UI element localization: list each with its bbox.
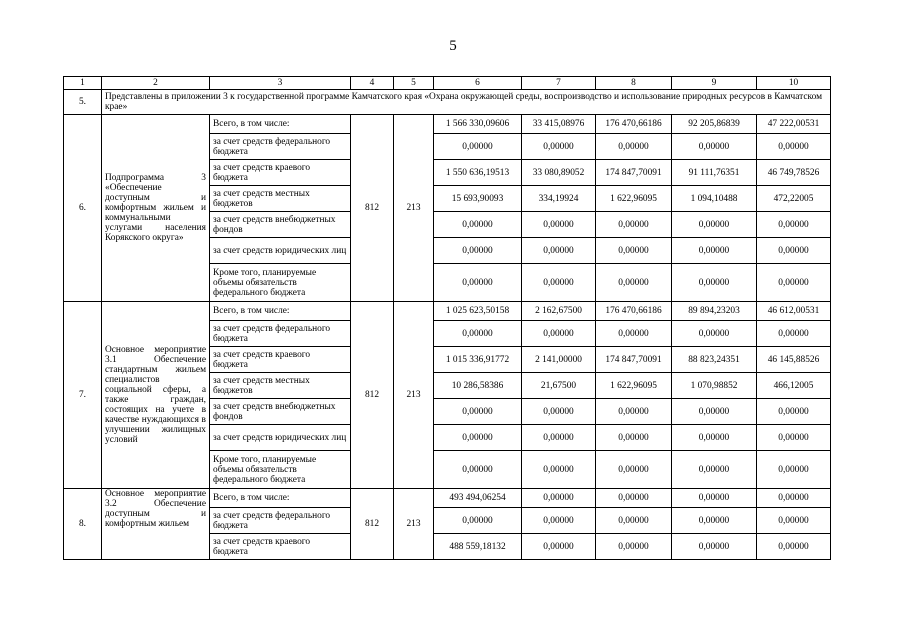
header-cell: 3 — [210, 77, 351, 90]
table-row — [64, 489, 831, 508]
amount-cell: 0,00000 — [596, 451, 672, 489]
amount-cell: 0,00000 — [757, 134, 831, 160]
program-reference-text: Представлены в приложении 3 к государственной программе Камчатского края «Охрана окружающей среды, воспроизводство и использование природных ресурсов в Камчатском крае» — [102, 90, 831, 115]
amount-cell: 0,00000 — [672, 134, 757, 160]
amount-cell: 0,00000 — [522, 399, 596, 425]
header-row — [64, 77, 831, 90]
page-number: 5 — [449, 38, 457, 54]
amount-cell: 0,00000 — [522, 264, 596, 302]
amount-cell: 88 823,24351 — [672, 347, 757, 373]
amount-cell: 0,00000 — [672, 451, 757, 489]
funding-source: Всего, в том числе: — [210, 302, 351, 321]
amount-cell: 0,00000 — [757, 508, 831, 534]
row-number: 8. — [64, 489, 102, 560]
amount-cell: 0,00000 — [522, 425, 596, 451]
amount-cell: 334,19924 — [522, 186, 596, 212]
amount-cell: 174 847,70091 — [596, 160, 672, 186]
amount-cell: 0,00000 — [757, 399, 831, 425]
funding-source: за счет средств краевого бюджета — [210, 347, 351, 373]
amount-cell: 47 222,00531 — [757, 115, 831, 134]
funding-source: за счет средств местных бюджетов — [210, 186, 351, 212]
amount-cell: 0,00000 — [757, 238, 831, 264]
amount-cell: 1 566 330,09606 — [434, 115, 522, 134]
amount-cell: 0,00000 — [596, 238, 672, 264]
amount-cell: 0,00000 — [434, 451, 522, 489]
amount-cell: 0,00000 — [596, 264, 672, 302]
amount-cell: 0,00000 — [672, 264, 757, 302]
funding-source: за счет средств краевого бюджета — [210, 160, 351, 186]
amount-cell: 0,00000 — [522, 451, 596, 489]
amount-cell: 0,00000 — [596, 508, 672, 534]
amount-cell: 0,00000 — [757, 264, 831, 302]
amount-cell: 0,00000 — [522, 321, 596, 347]
code-col5: 213 — [394, 489, 434, 560]
code-col4: 812 — [351, 115, 394, 302]
amount-cell: 176 470,66186 — [596, 115, 672, 134]
amount-cell: 1 550 636,19513 — [434, 160, 522, 186]
amount-cell: 0,00000 — [522, 508, 596, 534]
amount-cell: 15 693,90093 — [434, 186, 522, 212]
amount-cell: 0,00000 — [434, 212, 522, 238]
amount-cell: 33 415,08976 — [522, 115, 596, 134]
funding-source: за счет средств внебюджетных фондов — [210, 399, 351, 425]
amount-cell: 176 470,66186 — [596, 302, 672, 321]
row-number: 5. — [64, 90, 102, 115]
amount-cell: 0,00000 — [434, 134, 522, 160]
amount-cell: 1 025 623,50158 — [434, 302, 522, 321]
amount-cell: 0,00000 — [596, 534, 672, 560]
amount-cell: 21,67500 — [522, 373, 596, 399]
amount-cell: 0,00000 — [522, 212, 596, 238]
amount-cell: 0,00000 — [672, 489, 757, 508]
amount-cell: 0,00000 — [434, 238, 522, 264]
header-cell: 5 — [394, 77, 434, 90]
header-cell: 2 — [102, 77, 210, 90]
amount-cell: 0,00000 — [434, 264, 522, 302]
funding-source: за счет средств федерального бюджета — [210, 134, 351, 160]
amount-cell: 488 559,18132 — [434, 534, 522, 560]
budget-table — [63, 76, 831, 560]
funding-source: за счет средств внебюджетных фондов — [210, 212, 351, 238]
amount-cell: 0,00000 — [596, 489, 672, 508]
amount-cell: 0,00000 — [522, 534, 596, 560]
code-col4: 812 — [351, 302, 394, 489]
amount-cell: 0,00000 — [757, 212, 831, 238]
amount-cell: 0,00000 — [522, 489, 596, 508]
row-number: 6. — [64, 115, 102, 302]
amount-cell: 466,12005 — [757, 373, 831, 399]
amount-cell: 0,00000 — [522, 134, 596, 160]
amount-cell: 2 141,00000 — [522, 347, 596, 373]
item-name: Подпрограмма 3 «Обеспечение доступным и комфортным жильем и коммунальными услугами населения Корякского округа» — [102, 115, 210, 302]
table-row — [64, 90, 831, 115]
funding-source: за счет средств местных бюджетов — [210, 373, 351, 399]
header-cell: 8 — [596, 77, 672, 90]
amount-cell: 493 494,06254 — [434, 489, 522, 508]
amount-cell: 0,00000 — [672, 508, 757, 534]
amount-cell: 0,00000 — [434, 399, 522, 425]
funding-source: за счет средств юридических лиц — [210, 425, 351, 451]
amount-cell: 0,00000 — [672, 321, 757, 347]
amount-cell: 0,00000 — [596, 321, 672, 347]
amount-cell: 33 080,89052 — [522, 160, 596, 186]
amount-cell: 0,00000 — [757, 489, 831, 508]
funding-source: за счет средств юридических лиц — [210, 238, 351, 264]
header-cell: 1 — [64, 77, 102, 90]
amount-cell: 1 622,96095 — [596, 186, 672, 212]
amount-cell: 46 612,00531 — [757, 302, 831, 321]
amount-cell: 10 286,58386 — [434, 373, 522, 399]
amount-cell: 472,22005 — [757, 186, 831, 212]
amount-cell: 91 111,76351 — [672, 160, 757, 186]
amount-cell: 0,00000 — [757, 451, 831, 489]
amount-cell: 0,00000 — [672, 212, 757, 238]
amount-cell: 0,00000 — [434, 321, 522, 347]
funding-source: Всего, в том числе: — [210, 489, 351, 508]
amount-cell: 0,00000 — [672, 534, 757, 560]
amount-cell: 0,00000 — [434, 425, 522, 451]
amount-cell: 1 094,10488 — [672, 186, 757, 212]
table-row — [64, 115, 831, 134]
row-number: 7. — [64, 302, 102, 489]
funding-source: за счет средств краевого бюджета — [210, 534, 351, 560]
amount-cell: 0,00000 — [434, 508, 522, 534]
header-cell: 10 — [757, 77, 831, 90]
amount-cell: 174 847,70091 — [596, 347, 672, 373]
amount-cell: 0,00000 — [672, 399, 757, 425]
amount-cell: 0,00000 — [757, 321, 831, 347]
funding-source: Кроме того, планируемые объемы обязательств федерального бюджета — [210, 264, 351, 302]
amount-cell: 0,00000 — [672, 238, 757, 264]
amount-cell: 46 145,88526 — [757, 347, 831, 373]
header-cell: 4 — [351, 77, 394, 90]
code-col5: 213 — [394, 115, 434, 302]
code-col5: 213 — [394, 302, 434, 489]
amount-cell: 46 749,78526 — [757, 160, 831, 186]
amount-cell: 1 622,96095 — [596, 373, 672, 399]
header-cell: 7 — [522, 77, 596, 90]
funding-source: за счет средств федерального бюджета — [210, 321, 351, 347]
header-cell: 9 — [672, 77, 757, 90]
amount-cell: 0,00000 — [596, 425, 672, 451]
item-name: Основное мероприятие 3.2 Обеспечение доступным и комфортным жильем — [102, 489, 210, 560]
amount-cell: 2 162,67500 — [522, 302, 596, 321]
amount-cell: 89 894,23203 — [672, 302, 757, 321]
amount-cell: 0,00000 — [757, 425, 831, 451]
amount-cell: 92 205,86839 — [672, 115, 757, 134]
funding-source: за счет средств федерального бюджета — [210, 508, 351, 534]
amount-cell: 0,00000 — [596, 134, 672, 160]
amount-cell: 1 015 336,91772 — [434, 347, 522, 373]
header-cell: 6 — [434, 77, 522, 90]
funding-source: Всего, в том числе: — [210, 115, 351, 134]
funding-source: Кроме того, планируемые объемы обязательств федерального бюджета — [210, 451, 351, 489]
amount-cell: 0,00000 — [596, 212, 672, 238]
amount-cell: 0,00000 — [672, 425, 757, 451]
amount-cell: 0,00000 — [757, 534, 831, 560]
amount-cell: 1 070,98852 — [672, 373, 757, 399]
item-name: Основное мероприятие 3.1 Обеспечение стандартным жильем специалистов социальной сферы, а также граждан, состоящих на учете в качестве нуждающихся в улучшении жилищных условий — [102, 302, 210, 489]
code-col4: 812 — [351, 489, 394, 560]
amount-cell: 0,00000 — [596, 399, 672, 425]
table-row — [64, 302, 831, 321]
amount-cell: 0,00000 — [522, 238, 596, 264]
